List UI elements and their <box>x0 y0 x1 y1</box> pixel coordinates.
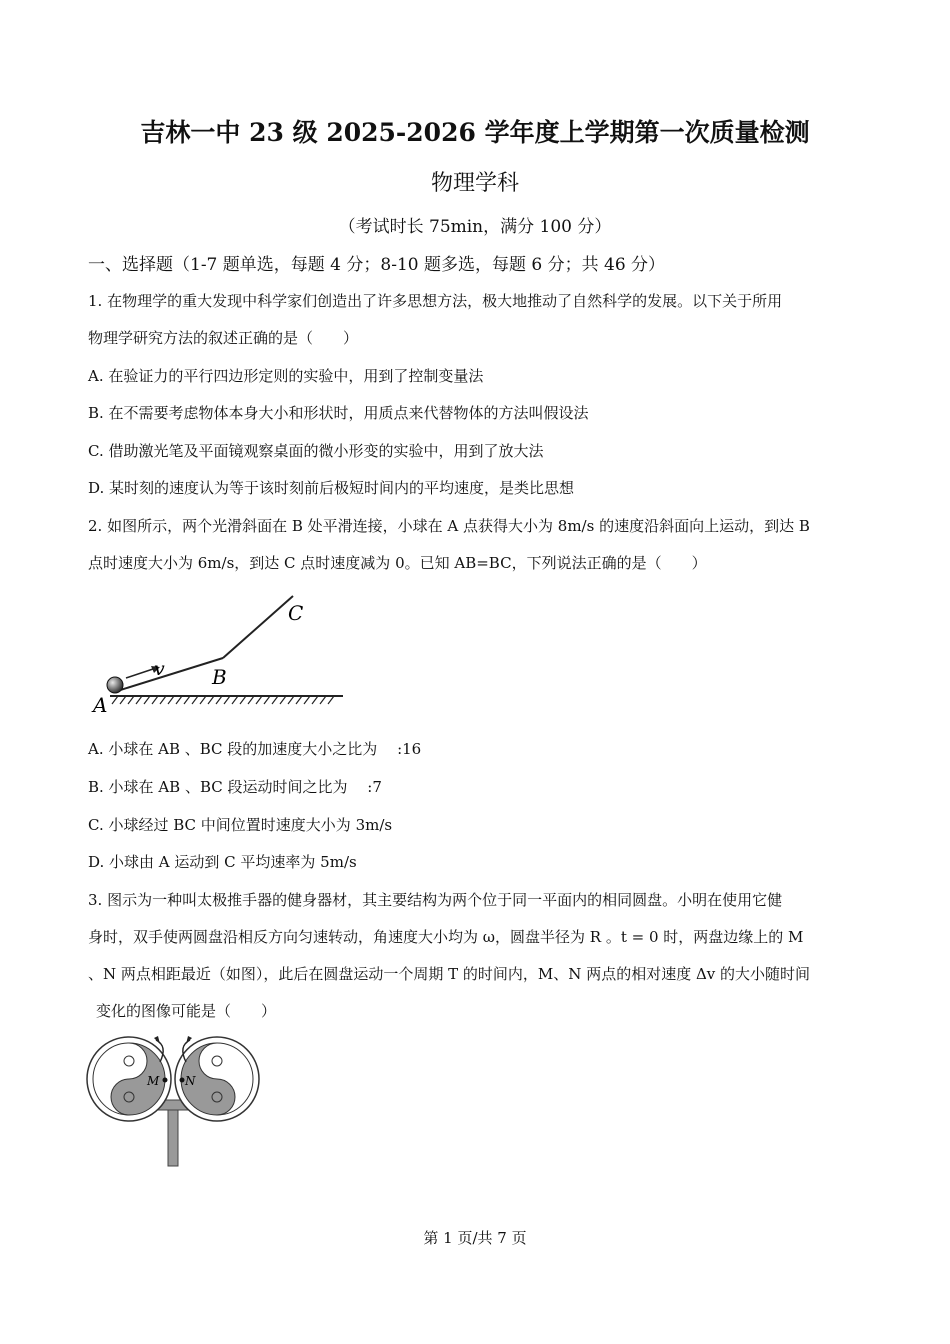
q2-option-d: D. 小球由 A 运动到 C 平均速率为 5m/s <box>88 853 357 871</box>
q3-stem-line4: 变化的图像可能是（ ） <box>96 1002 277 1020</box>
ball <box>107 677 123 693</box>
subject-title: 物理学科 <box>430 171 519 196</box>
point-n <box>180 1078 185 1083</box>
q1-option-b: B. 在不需要考虑物体本身大小和形状时，用质点来代替物体的方法叫假设法 <box>88 404 589 422</box>
q3-stem-line2: 身时，双手使两圆盘沿相反方向匀速转动，角速度大小均为 ω，圆盘半径为 R 。t = 0 时，两盘边缘上的 M <box>88 928 804 946</box>
q2-option-c: C. 小球经过 BC 中间位置时速度大小为 3m/s <box>88 816 393 834</box>
q3-stem-line3: 、N 两点相距最近（如图），此后在圆盘运动一个周期 T 的时间内，M、N 两点的相对速度 Δv 的大小随时间 <box>88 965 811 983</box>
section-heading: 一、选择题（1-7 题单选，每题 4 分；8-10 题多选，每题 6 分；共 46 分） <box>88 255 666 275</box>
label-n: N <box>185 1074 196 1088</box>
taiji-figure <box>86 1036 264 1170</box>
q1-option-c: C. 借助激光笔及平面镜观察桌面的微小形变的实验中，用到了放大法 <box>88 442 544 460</box>
q2-option-b: B. 小球在 AB 、BC 段运动时间之比为 :7 <box>88 778 382 796</box>
label-m: M <box>147 1074 160 1088</box>
q2-option-a: A. 小球在 AB 、BC 段的加速度大小之比为 :16 <box>88 740 422 758</box>
label-c: C <box>288 601 304 625</box>
exam-title: 吉林一中 23 级 2025-2026 学年度上学期第一次质量检测 <box>140 118 810 147</box>
q2-stem-line1: 2. 如图所示，两个光滑斜面在 B 处平滑连接，小球在 A 点获得大小为 8m/s 的速度沿斜面向上运动，到达 B <box>88 517 810 535</box>
point-m <box>163 1078 168 1083</box>
q1-stem-line1: 1. 在物理学的重大发现中科学家们创造出了许多思想方法，极大地推动了自然科学的发展。以下关于所用 <box>88 292 783 310</box>
q1-option-a: A. 在验证力的平行四边形定则的实验中，用到了控制变量法 <box>88 367 484 385</box>
q3-stem-line1: 3. 图示为一种叫太极推手器的健身器材，其主要结构为两个位于同一平面内的相同圆盘。小明在使用它健 <box>88 891 783 909</box>
exam-info: （考试时长 75min，满分 100 分） <box>338 217 612 237</box>
incline-figure <box>88 588 353 718</box>
label-b: B <box>212 665 227 689</box>
incline-bc <box>223 596 293 658</box>
q2-stem-line2: 点时速度大小为 6m/s，到达 C 点时速度减为 0。已知 AB=BC，下列说法正确的是（ ） <box>88 554 707 572</box>
ground-hatching <box>112 696 334 704</box>
incline-ab <box>114 658 223 692</box>
q1-stem-line2: 物理学研究方法的叙述正确的是（ ） <box>88 329 359 347</box>
label-a: A <box>93 693 108 717</box>
label-v: v <box>154 658 165 680</box>
velocity-arrow <box>126 668 156 678</box>
page-number: 第 1 页/共 7 页 <box>423 1229 527 1247</box>
q1-option-d: D. 某时刻的速度认为等于该时刻前后极短时间内的平均速度，是类比思想 <box>88 479 575 497</box>
